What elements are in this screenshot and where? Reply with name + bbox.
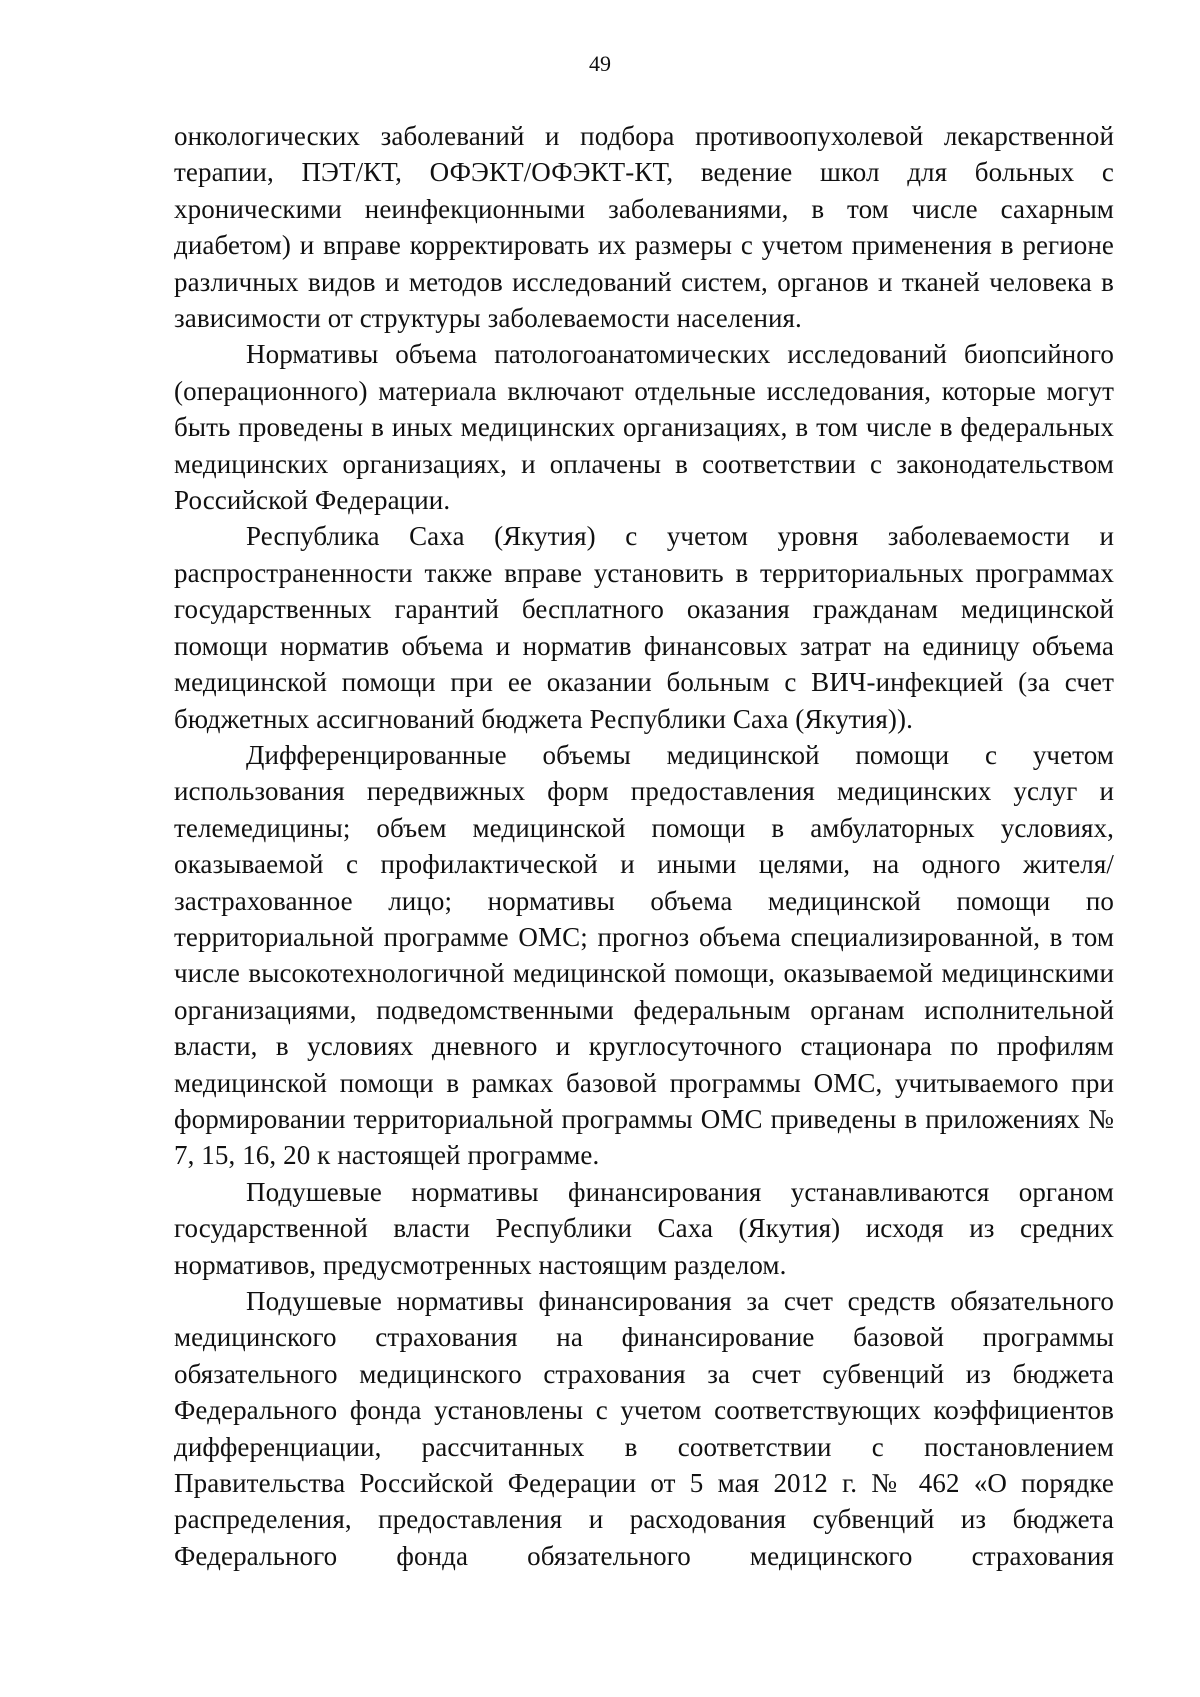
- paragraph-per-capita-norms: Подушевые нормативы финансирования устанавливаются органом государственной власти Республики Саха (Якутия) исходя из средних нормативов, предусмотренных настоящим разделом.: [174, 1176, 1114, 1280]
- page-body: [174, 118, 1114, 1574]
- paragraph-differentiated-volumes: Дифференцированные объемы медицинской помощи с учетом использования передвижных форм предоставления медицинских услуг и телемедицины; объем медицинской помощи в амбулаторных условиях, оказываемой с профилактической и иными целями, на одного жителя/застрахованное лицо; нормативы объема медицинской помощи по территориальной программе ОМС; прогноз объема специализированной, в том числе высокотехнологичной медицинской помощи, оказываемой медицинскими организациями, подведомственными федеральным органам исполнительной власти, в условиях дневного и круглосуточного стационара по профилям медицинской помощи в рамках базовой программы ОМС, учитываемого при формировании территориальной программы ОМС приведены в приложениях № 7, 15, 16, 20 к настоящей программе.: [174, 739, 1114, 1171]
- paragraph-continued: онкологических заболеваний и подбора противоопухолевой лекарственной терапии, ПЭТ/КТ, ОФЭКТ/ОФЭКТ-КТ, ведение школ для больных с хроническими неинфекционными заболеваниями, в том числе сахарным диабетом) и вправе корректировать их размеры с учетом применения в регионе различных видов и методов исследований систем, органов и тканей человека в зависимости от структуры заболеваемости населения.: [174, 121, 1114, 334]
- paragraph-pathology-norms: Нормативы объема патологоанатомических исследований биопсийного (операционного) материала включают отдельные исследования, которые могут быть проведены в иных медицинских организациях, в том числе в федеральных медицинских организациях, и оплачены в соответствии с законодательством Российской Федерации.: [174, 339, 1114, 516]
- paragraph-hiv-norms: Республика Саха (Якутия) с учетом уровня заболеваемости и распространенности также вправе установить в территориальных программах государственных гарантий бесплатного оказания гражданам медицинской помощи норматив объема и норматив финансовых затрат на единицу объема медицинской помощи при ее оказании больным с ВИЧ-инфекцией (за счет бюджетных ассигнований бюджета Республики Саха (Якутия)).: [174, 521, 1114, 734]
- page-number: 49: [589, 51, 611, 76]
- paragraph-oms-per-capita-norms: Подушевые нормативы финансирования за счет средств обязательного медицинского страхования на финансирование базовой программы обязательного медицинского страхования за счет субвенций из бюджета Федерального фонда установлены с учетом соответствующих коэффициентов дифференциации, рассчитанных в соответствии с постановлением Правительства Российской Федерации от 5 мая 2012 г. № 462 «О порядке распределения, предоставления и расходования субвенций из бюджета Федерального фонда обязательного медицинского страхования: [174, 1286, 1114, 1571]
